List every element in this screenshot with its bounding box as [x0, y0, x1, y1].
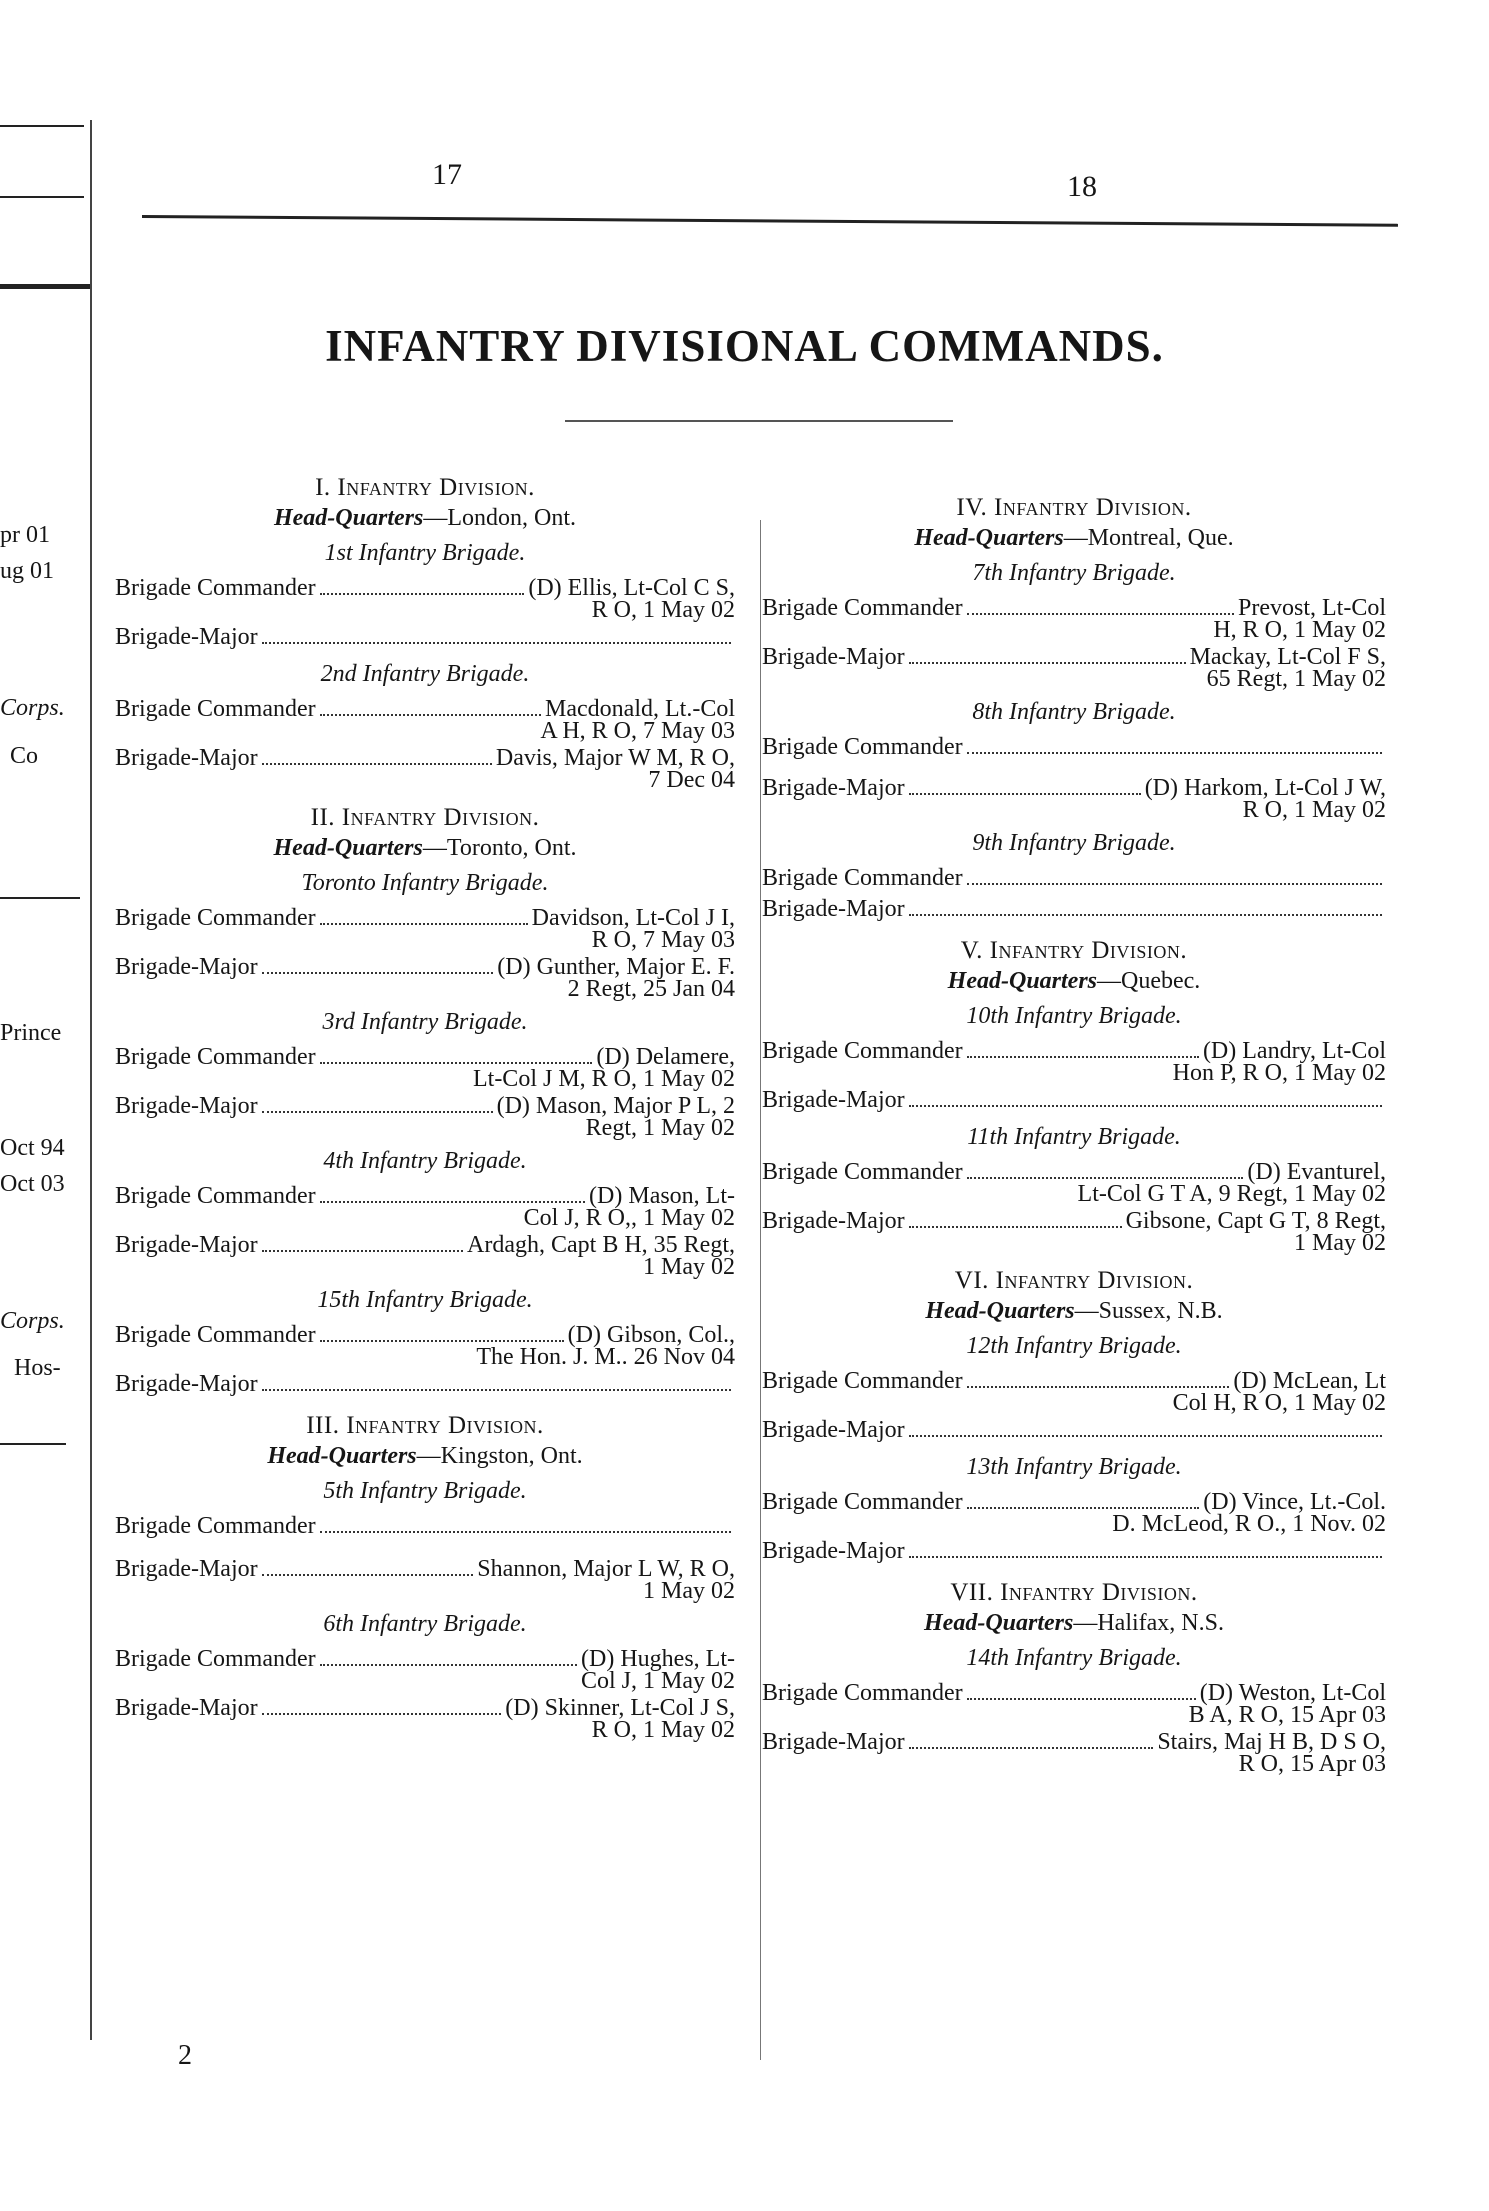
commander-row: Brigade Commander (D) Hughes, Lt-	[115, 1646, 735, 1672]
major-row: Brigade-Major Stairs, Maj H B, D S O,	[762, 1729, 1386, 1755]
major-continuation: 7 Dec 04	[648, 767, 735, 793]
left-margin-rule	[0, 284, 90, 289]
commander-row: Brigade Commander Macdonald, Lt.-Col	[115, 696, 735, 722]
division-heading: III. Infantry Division.	[306, 1412, 544, 1439]
margin-fragment: Oct 03	[0, 1171, 65, 1197]
major-row: Brigade-Major Gibsone, Capt G T, 8 Regt,	[762, 1208, 1386, 1234]
brigade-heading: 3rd Infantry Brigade.	[322, 1009, 528, 1035]
major-row: Brigade-Major Mackay, Lt-Col F S,	[762, 644, 1386, 670]
brigade-entry	[115, 903, 735, 1001]
major-row: Brigade-Major	[115, 622, 735, 653]
major-row: Brigade-Major (D) Gunther, Major E. F.	[115, 954, 735, 980]
major-continuation: 65 Regt, 1 May 02	[1206, 666, 1386, 692]
headquarters: Head-Quarters—Kingston, Ont.	[267, 1443, 583, 1469]
major-continuation: 1 May 02	[643, 1254, 735, 1280]
commander-continuation: D. McLeod, R O., 1 Nov. 02	[1112, 1511, 1386, 1537]
headquarters: Head-Quarters—Toronto, Ont.	[273, 835, 577, 861]
commander-continuation: H, R O, 1 May 02	[1213, 617, 1386, 643]
brigade-heading: 4th Infantry Brigade.	[323, 1148, 527, 1174]
commander-continuation: R O, 1 May 02	[591, 597, 735, 623]
major-row: Brigade-Major Ardagh, Capt B H, 35 Regt,	[115, 1232, 735, 1258]
page-number-right: 18	[1067, 170, 1097, 203]
brigade-entry	[115, 573, 735, 653]
major-row: Brigade-Major Davis, Major W M, R O,	[115, 745, 735, 771]
division-heading: IV. Infantry Division.	[956, 494, 1192, 521]
division-heading: VI. Infantry Division.	[954, 1267, 1194, 1294]
commander-continuation: Col J, R O,, 1 May 02	[523, 1205, 735, 1231]
commander-continuation: Lt-Col J M, R O, 1 May 02	[472, 1066, 735, 1092]
brigade-heading: 10th Infantry Brigade.	[966, 1003, 1182, 1029]
headquarters: Head-Quarters—London, Ont.	[273, 505, 576, 531]
major-continuation: Regt, 1 May 02	[585, 1115, 735, 1141]
commander-row: Brigade Commander (D) Gibson, Col.,	[115, 1322, 735, 1348]
brigade-entry	[115, 694, 735, 792]
left-margin-rule	[0, 196, 84, 198]
page-number-left: 17	[432, 158, 462, 191]
brigade-heading: 11th Infantry Brigade.	[967, 1124, 1181, 1150]
left-column	[115, 462, 735, 1748]
left-margin-rule	[0, 1443, 66, 1445]
headquarters: Head-Quarters—Montreal, Que.	[914, 525, 1234, 551]
brigade-entry	[115, 1181, 735, 1279]
margin-fragment: Corps.	[0, 1308, 65, 1334]
commander-row: Brigade Commander (D) Weston, Lt-Col	[762, 1680, 1386, 1706]
major-continuation: R O, 1 May 02	[591, 1717, 735, 1743]
division-heading: II. Infantry Division.	[310, 804, 540, 831]
commander-row: Brigade Commander	[762, 732, 1386, 763]
division-heading: I. Infantry Division.	[315, 474, 535, 501]
brigade-entry	[762, 1487, 1386, 1567]
brigade-heading: 13th Infantry Brigade.	[966, 1454, 1182, 1480]
left-margin-vline	[90, 120, 92, 2040]
brigade-heading: 5th Infantry Brigade.	[323, 1478, 527, 1504]
commander-row: Brigade Commander Prevost, Lt-Col	[762, 595, 1386, 621]
margin-fragment: pr 01	[0, 522, 50, 548]
commander-row: Brigade Commander (D) Vince, Lt.-Col.	[762, 1489, 1386, 1515]
major-row: Brigade-Major	[115, 1369, 735, 1400]
right-column	[762, 482, 1386, 1782]
header-rule	[142, 215, 1398, 227]
brigade-entry	[762, 1036, 1386, 1116]
commander-row: Brigade Commander (D) Ellis, Lt-Col C S,	[115, 575, 735, 601]
brigade-heading: 9th Infantry Brigade.	[972, 830, 1176, 856]
major-continuation: R O, 1 May 02	[1242, 797, 1386, 823]
commander-row: Brigade Commander (D) Mason, Lt-	[115, 1183, 735, 1209]
brigade-heading: 2nd Infantry Brigade.	[320, 661, 530, 687]
commander-continuation: R O, 7 May 03	[591, 927, 735, 953]
commander-continuation: The Hon. J. M.. 26 Nov 04	[476, 1344, 735, 1370]
brigade-entry	[762, 593, 1386, 691]
brigade-entry	[762, 1678, 1386, 1776]
brigade-entry	[115, 1042, 735, 1140]
brigade-heading: 6th Infantry Brigade.	[323, 1611, 527, 1637]
brigade-heading: 12th Infantry Brigade.	[966, 1333, 1182, 1359]
major-continuation: 1 May 02	[1294, 1230, 1386, 1256]
left-margin-rule	[0, 897, 80, 899]
brigade-heading: 7th Infantry Brigade.	[972, 560, 1176, 586]
major-row: Brigade-Major (D) Skinner, Lt-Col J S,	[115, 1695, 735, 1721]
margin-fragment: Prince	[0, 1020, 62, 1046]
commander-continuation: A H, R O, 7 May 03	[540, 718, 735, 744]
headquarters: Head-Quarters—Sussex, N.B.	[925, 1298, 1223, 1324]
commander-row: Brigade Commander (D) Evanturel,	[762, 1159, 1386, 1185]
major-row: Brigade-Major	[762, 1415, 1386, 1446]
margin-fragment: ug 01	[0, 558, 54, 584]
margin-fragment: Corps.	[0, 695, 65, 721]
headquarters: Head-Quarters—Halifax, N.S.	[924, 1610, 1224, 1636]
commander-row: Brigade Commander (D) McLean, Lt	[762, 1368, 1386, 1394]
margin-fragment: Co	[10, 743, 39, 769]
brigade-entry	[762, 863, 1386, 925]
brigade-entry	[115, 1511, 735, 1603]
commander-row: Brigade Commander (D) Delamere,	[115, 1044, 735, 1070]
headquarters: Head-Quarters—Quebec.	[947, 968, 1201, 994]
brigade-entry	[762, 1157, 1386, 1255]
brigade-entry	[762, 732, 1386, 822]
commander-continuation: Col J, 1 May 02	[580, 1668, 735, 1694]
left-margin-rule	[0, 125, 84, 127]
major-continuation: 1 May 02	[643, 1578, 735, 1604]
brigade-heading: 14th Infantry Brigade.	[966, 1645, 1182, 1671]
brigade-heading: 8th Infantry Brigade.	[972, 699, 1176, 725]
brigade-entry	[115, 1320, 735, 1400]
commander-row: Brigade Commander (D) Landry, Lt-Col	[762, 1038, 1386, 1064]
division-heading: VII. Infantry Division.	[950, 1579, 1198, 1606]
commander-continuation: Lt-Col G T A, 9 Regt, 1 May 02	[1077, 1181, 1386, 1207]
major-continuation: 2 Regt, 25 Jan 04	[567, 976, 735, 1002]
major-row: Brigade-Major	[762, 1536, 1386, 1567]
commander-continuation: B A, R O, 15 Apr 03	[1188, 1702, 1386, 1728]
margin-fragment: Oct 94	[0, 1135, 65, 1161]
major-row: Brigade-Major	[762, 1085, 1386, 1116]
commander-continuation: Col H, R O, 1 May 02	[1172, 1390, 1386, 1416]
commander-row: Brigade Commander Davidson, Lt-Col J I,	[115, 905, 735, 931]
major-row: Brigade-Major	[762, 894, 1386, 925]
major-row: Brigade-Major (D) Mason, Major P L, 2	[115, 1093, 735, 1119]
major-row: Brigade-Major (D) Harkom, Lt-Col J W,	[762, 775, 1386, 801]
brigade-heading: 1st Infantry Brigade.	[324, 540, 526, 566]
major-continuation: R O, 15 Apr 03	[1238, 1751, 1386, 1777]
brigade-entry	[115, 1644, 735, 1742]
commander-row: Brigade Commander	[762, 863, 1386, 894]
footer-page-number: 2	[178, 2040, 192, 2071]
brigade-entry	[762, 1366, 1386, 1446]
column-divider	[760, 520, 761, 2060]
margin-fragment: Hos-	[14, 1355, 61, 1381]
major-row: Brigade-Major Shannon, Major L W, R O,	[115, 1556, 735, 1582]
brigade-heading: Toronto Infantry Brigade.	[301, 870, 549, 896]
division-heading: V. Infantry Division.	[960, 937, 1188, 964]
page-title: INFANTRY DIVISIONAL COMMANDS.	[325, 321, 1164, 371]
title-underline	[565, 420, 953, 422]
commander-row: Brigade Commander	[115, 1511, 735, 1542]
brigade-heading: 15th Infantry Brigade.	[317, 1287, 533, 1313]
commander-continuation: Hon P, R O, 1 May 02	[1172, 1060, 1386, 1086]
